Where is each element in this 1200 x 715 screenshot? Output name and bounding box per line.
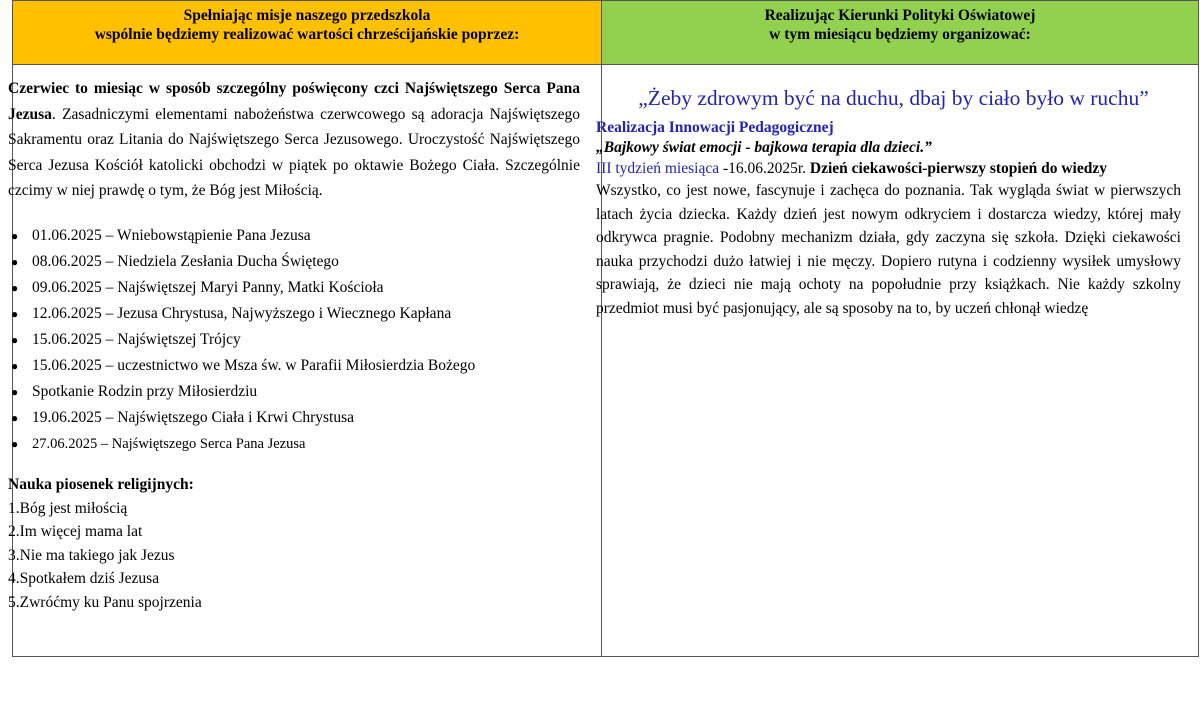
song-item: 4.Spotkałem dziś Jezusa [8,570,160,587]
songs-list [8,497,580,615]
motto: „Żeby zdrowym być na duchu, dbaj by ciało było w ruchu” [638,86,1149,110]
bullet-icon: ● [11,280,19,295]
bullet-icon: ● [11,254,19,269]
bullet-icon: ● [11,410,19,425]
description: Wszystko, co jest nowe, fascynuje i zachęca do poznania. Tak wygląda świat w pierwszych latach życia dziecka. Każdy dzień jest nowym odkryciem i dostarcza wiedzy, której mały odkrywca pragnie. Podobny mechanizm działa, gdy zaczyna się szkoła. Dzięki ciekawości nauka przychodzi dużo łatwiej i nie męczy. Dopiero rutyna i codzienny wysiłek umysłowy sprawiają, że dzieci nie mają ochoty na popołudnie przy książkach. Nie każdy szkolny przedmiot musi być pasjonujący, ale są sposoby na to, by uczeń chłonął wiedzę [596,182,1181,317]
innovation-name: „Bajkowy świat emocji - bajkowa terapia dla dzieci.” [596,139,932,156]
header-right-line2: w tym miesiącu będziemy organizować: [769,26,1031,43]
bullet-icon: ● [11,436,19,451]
list-item: ● 15.06.2025 – uczestnictwo we Msza św. w Parafii Miłosierdzia Bożego [8,353,580,379]
header-right-line1: Realizując Kierunki Polityki Oświatowej [764,7,1036,24]
header-right [602,1,1198,64]
events-list [8,223,580,457]
bullet-icon: ● [11,228,19,243]
list-item: ● 19.06.2025 – Najświętszego Ciała i Krwi Chrystusa [8,405,580,431]
list-item: ● 12.06.2025 – Jezusa Chrystusa, Najwyższego i Wiecznego Kapłana [8,301,580,327]
list-item: ● 27.06.2025 – Najświętszego Serca Pana Jezusa [8,431,580,457]
list-item: ● 01.06.2025 – Wniebowstąpienie Pana Jezusa [8,223,580,249]
songs-title: Nauka piosenek religijnych: [8,475,194,493]
right-column [596,84,1181,320]
list-item: ● 08.06.2025 – Niedziela Zesłania Ducha Świętego [8,249,580,275]
list-item: ● 15.06.2025 – Najświętszej Trójcy [8,327,580,353]
header-divider [13,64,1198,65]
intro-rest: . Zasadniczymi elementami nabożeństwa czerwcowego są adoracja Najświętszego Sakramentu oraz Litania do Najświętszego Serca Jezusowego. Uroczystość Najświętszego Serca Jezusa Kościół katolicki obchodzi w piątek po oktawie Bożego Ciała. Szczególnie czcimy w niej prawdę o tym, że Bóg jest Miłością. [8,105,580,199]
bullet-icon: ● [11,332,19,347]
week-topic: Dzień ciekawości-pierwszy stopień do wiedzy [809,160,1107,177]
song-item: 5.Zwróćmy ku Panu spojrzenia [8,593,202,611]
header-left-line1: Spełniając misje naszego przedszkola [183,7,431,24]
bullet-icon: ● [11,358,19,373]
list-item: ● 09.06.2025 – Najświętszej Maryi Panny, Matki Kościoła [8,275,580,301]
week-date: -16.06.2025r. [722,160,810,177]
header-left-line2: wspólnie będziemy realizować wartości chrześcijańskie poprzez: [94,26,520,43]
song-item: 2.Im więcej mama lat [8,523,143,540]
bullet-icon: ● [11,306,19,321]
song-item: 3.Nie ma takiego jak Jezus [8,546,175,564]
innovation-title: Realizacja Innowacji Pedagogicznej [596,119,834,136]
week-label: III tydzień miesiąca [596,160,723,177]
intro-bold: Czerwiec to miesiąc w sposób szczególny poświęcony czci Najświętszego Serca Pana Jezusa [8,80,580,123]
intro-paragraph [8,76,580,204]
list-item: ● Spotkanie Rodzin przy Miłosierdziu [8,379,580,405]
header-left [13,1,601,64]
left-column [8,76,580,614]
week-line [596,158,1181,179]
bullet-icon: ● [11,384,19,399]
song-item: 1.Bóg jest miłością [8,499,128,517]
